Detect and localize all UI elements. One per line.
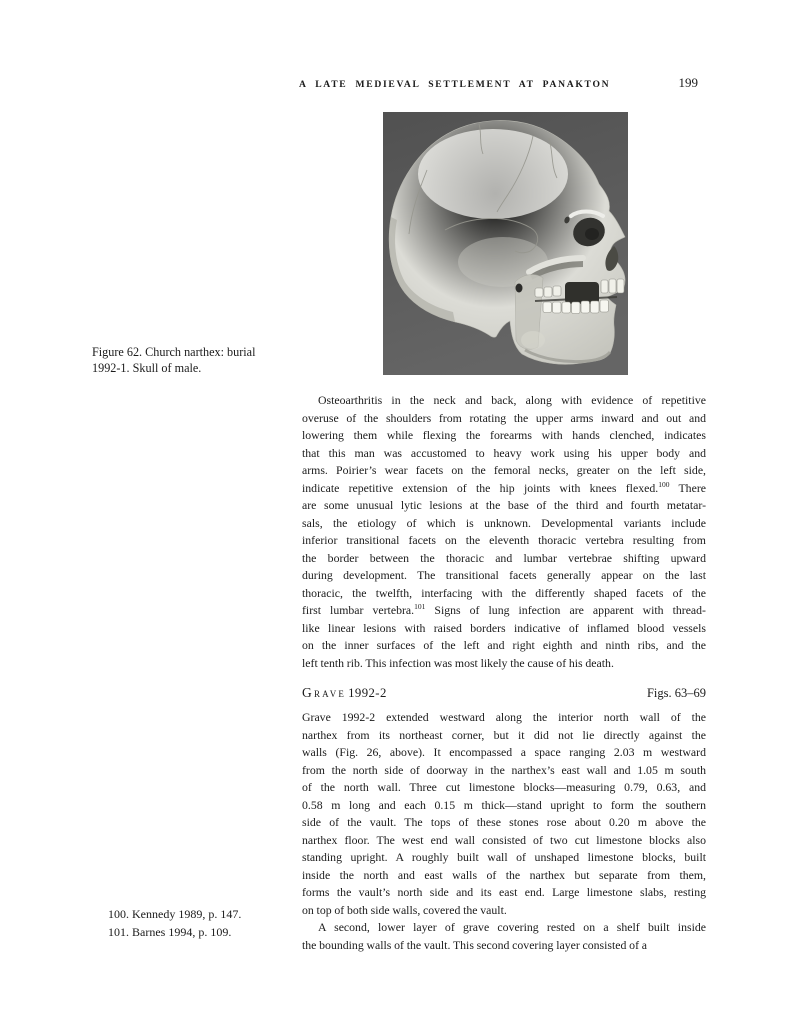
text-line: inside the north and east walls of the narthex but separate from them,: [302, 867, 706, 882]
footnote-reference: 101: [414, 602, 426, 612]
text-line: 0.58 m long and each 0.15 m thick—stand upright to form the southern: [302, 797, 706, 812]
text-line: arms. Poirier’s wear facets on the femoral necks, greater on the left side,: [302, 463, 706, 477]
ear-canal: [516, 284, 523, 293]
page-number: 199: [678, 75, 698, 90]
text-line: Osteoarthritis in the neck and back, along with evidence of repetitive: [318, 393, 706, 407]
text-line: first lumbar vertebra.$^{101}$ Signs of lung infection are apparent with thread-: [302, 602, 706, 617]
text-line: like linear lesions with raised borders indicative of inflamed blood vessels: [302, 620, 706, 635]
section-heading-word: Grave: [302, 685, 347, 700]
paragraph-second-layer: [302, 919, 706, 954]
footnote-item: 101. Barnes 1994, p. 109.: [108, 925, 232, 939]
section-figs-ref: Figs. 63–69: [646, 686, 706, 700]
text-line: sals, the etiology of which is unknown. Developmental variants include: [302, 515, 706, 530]
paragraph-grave-description: [302, 709, 706, 919]
skull-photo-illustration: [383, 112, 628, 375]
footnote-item: 100. Kennedy 1989, p. 147.: [108, 907, 242, 921]
text-line: of the north wall. Three cut limestone blocks—measuring 0.79, 0.63, and: [302, 780, 706, 794]
text-line: narthex floor. The west end wall consisted of two cut limestone blocks also: [302, 832, 706, 847]
text-line: the border between the thoracic and lumbar vertebrae shifting upward: [302, 550, 706, 565]
text-line: A second, lower layer of grave covering rested on a shelf built inside: [318, 920, 706, 934]
running-title: A LATE MEDIEVAL SETTLEMENT AT PANAKTON: [299, 79, 611, 90]
footnotes: [108, 905, 241, 941]
body-column: [302, 392, 706, 954]
text-line: forms the vault’s north side and its east end. Large limestone slabs, resting: [302, 885, 706, 899]
text-line: on top of both side walls, covered the vault.: [302, 902, 507, 917]
orbit-depth: [585, 228, 599, 240]
text-line: are some unusual lytic lesions at the base of the third and fourth metatar-: [302, 498, 706, 512]
section-heading-row: [302, 684, 706, 701]
caption-line: 1992-1. Skull of male.: [92, 360, 202, 375]
figure-caption: [92, 345, 287, 377]
text-line: inferior transitional facets on the eleventh thoracic vertebra resulting from: [302, 533, 706, 547]
skull-photo: [383, 112, 628, 375]
text-line: walls (Fig. 26, above). It encompassed a space ranging 2.03 m westward: [302, 745, 706, 759]
caption-line: Figure 62. Church narthex: burial: [92, 345, 256, 359]
text-line: during development. The transitional facets generally appear on the last: [302, 568, 706, 582]
bone-highlight: [418, 129, 568, 219]
text-line: standing upright. A roughly built wall of unshaped limestone blocks, built: [302, 850, 706, 864]
text-line: indicate repetitive extension of the hip joints with knees flexed.$^{100}$ There: [302, 479, 706, 495]
text-line: that this man was accustomed to heavy work using his upper body and: [302, 445, 706, 460]
text-line: from the north side of doorway in the narthex’s east wall and 1.05 m south: [302, 762, 706, 777]
footnote-reference: 100: [658, 479, 670, 489]
text-line: narthex from its northeast corner, but it did not lie directly against the: [302, 727, 706, 742]
text-line: Grave 1992-2 extended westward along the interior north wall of the: [302, 710, 706, 724]
gonial-highlight: [521, 331, 545, 349]
text-line: the bounding walls of the vault. This second covering layer consisted of a: [302, 937, 647, 952]
text-line: left tenth rib. This infection was most likely the cause of his death.: [302, 655, 614, 670]
paragraph-osteoarthritis: [302, 392, 706, 672]
text-line: thoracic, the twelfth, interfacing with the differently shaped facets of the: [302, 585, 706, 600]
section-heading: [302, 684, 387, 702]
text-line: lowering them while flexing the forearms with hands clenched, indicates: [302, 428, 706, 442]
text-line: overuse of the shoulders from rotating the upper arms inward and out and: [302, 410, 706, 425]
text-line: side of the vault. The tops of these stones rose about 0.20 m above the: [302, 815, 706, 829]
section-heading-number: 1992-2: [348, 686, 387, 700]
text-line: on the inner surfaces of the left and right eighth and ninth ribs, and the: [302, 638, 706, 652]
